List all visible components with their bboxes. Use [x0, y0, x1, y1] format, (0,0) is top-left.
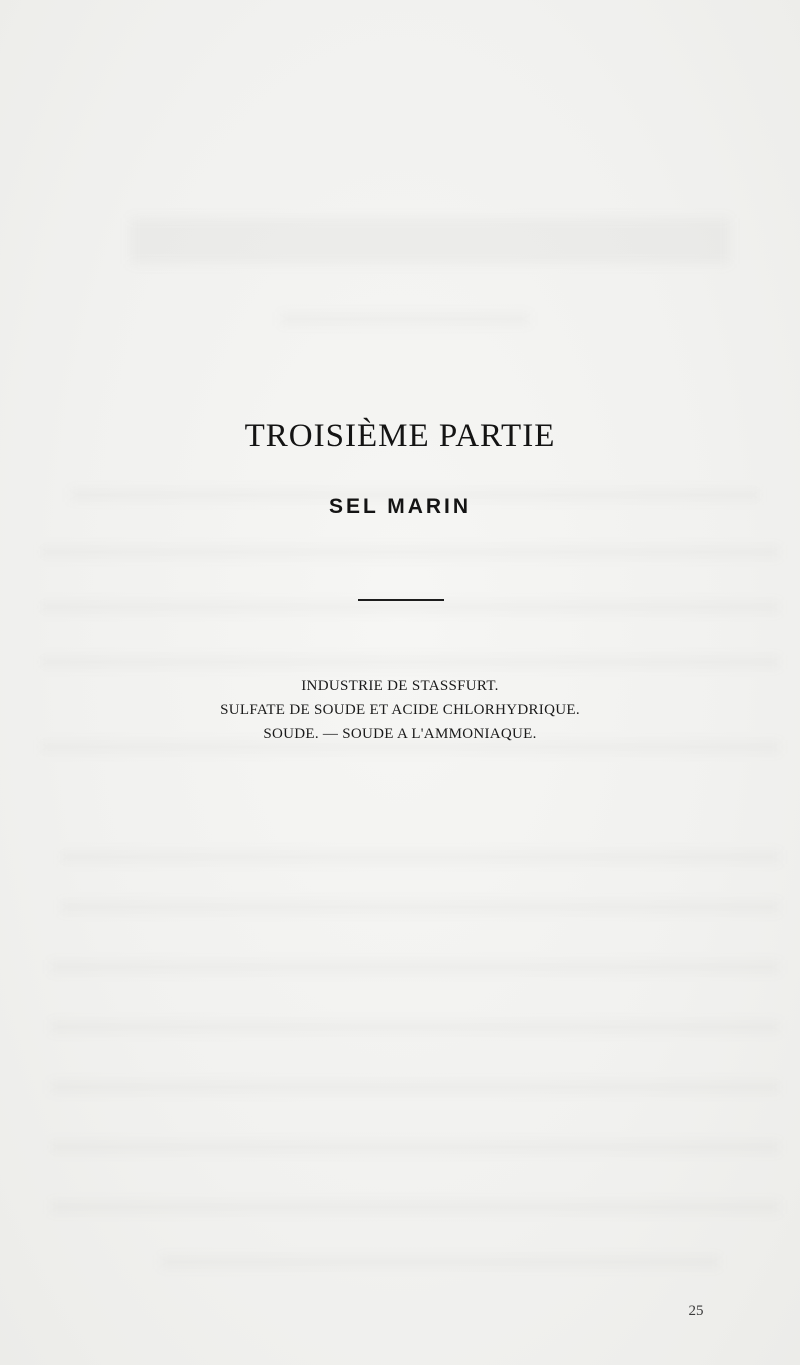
- contents-line: SULFATE DE SOUDE ET ACIDE CHLORHYDRIQUE.: [220, 702, 580, 718]
- part-title: TROISIÈME PARTIE: [244, 418, 556, 454]
- contents-line: INDUSTRIE DE STASSFURT.: [301, 678, 499, 694]
- contents-summary: [0, 674, 800, 746]
- divider-rule: [358, 599, 444, 601]
- part-subtitle: SEL MARIN: [328, 495, 472, 518]
- contents-line: SOUDE. — SOUDE A L'AMMONIAQUE.: [263, 726, 537, 742]
- page-number: 25: [688, 1303, 704, 1319]
